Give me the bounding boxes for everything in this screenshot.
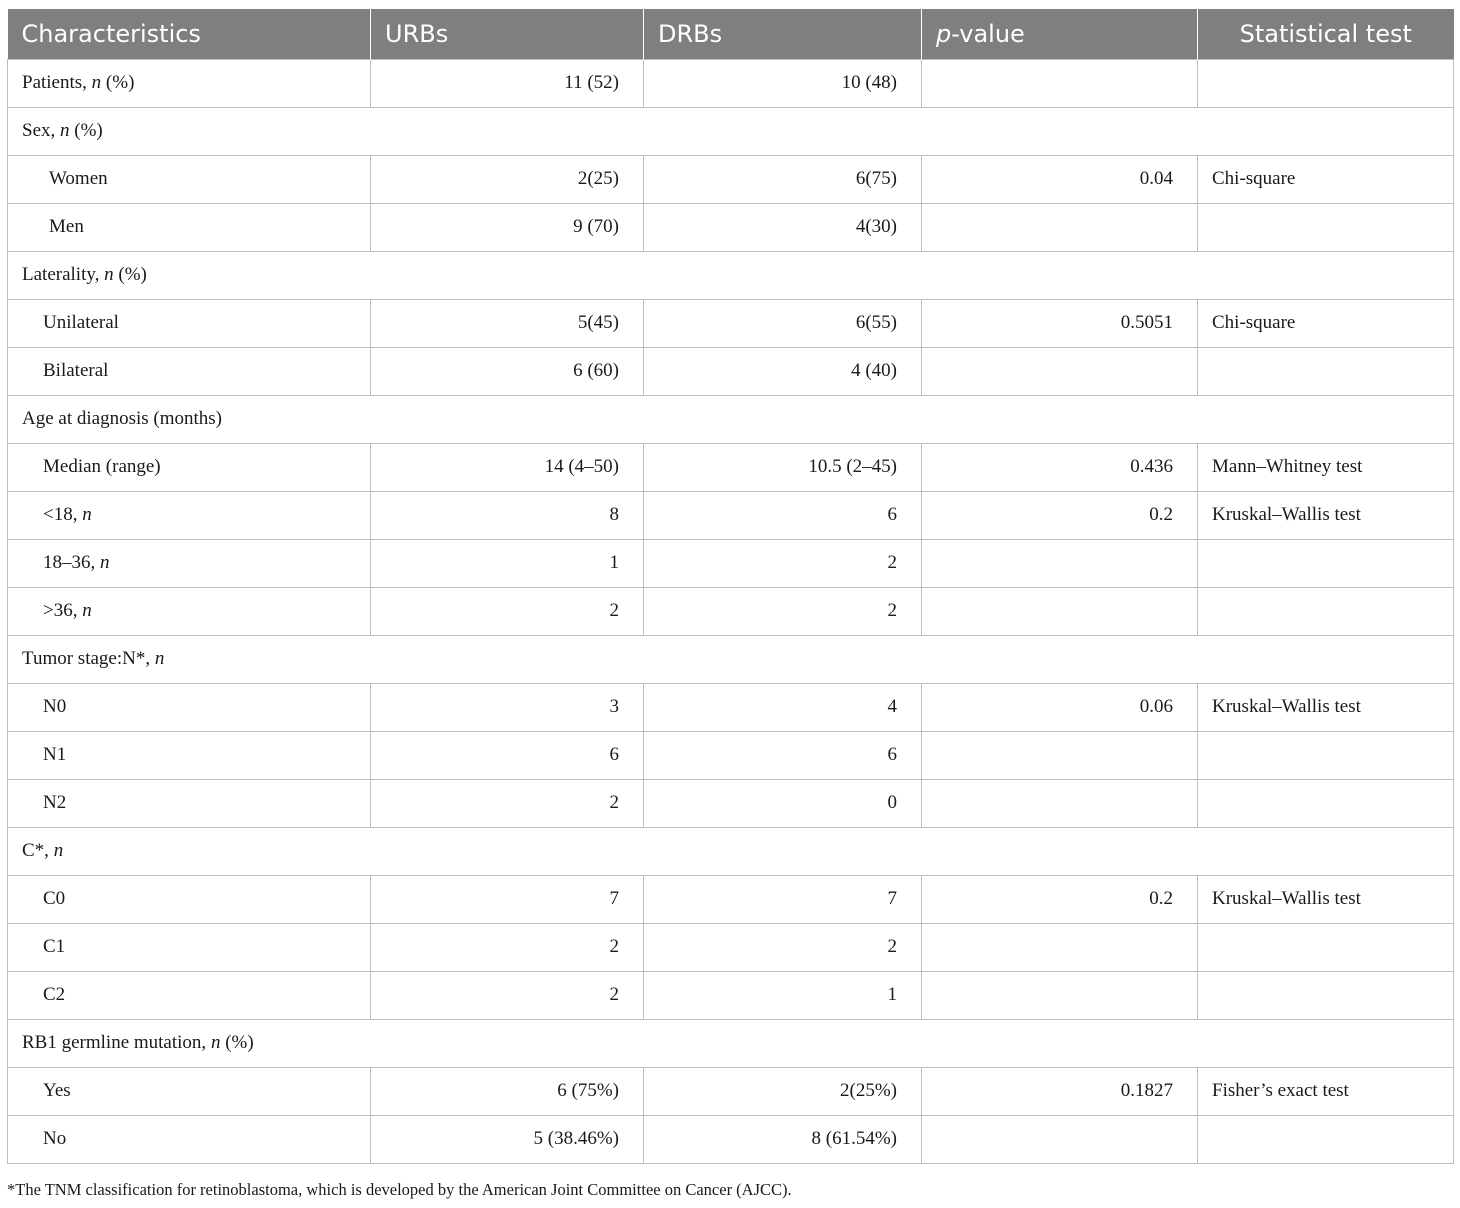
row-label: Median (range)	[8, 443, 371, 491]
table-footnote: *The TNM classification for retinoblastoma, which is developed by the American Joint Committee on Cancer (AJCC).	[7, 1180, 792, 1199]
header-urbs: URBs	[371, 9, 644, 59]
section-row	[8, 395, 1454, 443]
urbs-cell: 8	[371, 491, 644, 539]
row-label: N0	[8, 683, 371, 731]
drbs-cell: 0	[644, 779, 922, 827]
test-cell	[1198, 731, 1454, 779]
urbs-cell: 9 (70)	[371, 203, 644, 251]
drbs-cell: 4	[644, 683, 922, 731]
table-row	[8, 779, 1454, 827]
p-value-cell	[922, 923, 1198, 971]
table-row	[8, 587, 1454, 635]
urbs-cell: 2	[371, 779, 644, 827]
drbs-cell: 2	[644, 587, 922, 635]
p-value-cell: 0.2	[922, 875, 1198, 923]
p-value-cell	[922, 59, 1198, 107]
row-label: Bilateral	[8, 347, 371, 395]
test-cell	[1198, 923, 1454, 971]
row-label: Men	[8, 203, 371, 251]
p-value-cell	[922, 203, 1198, 251]
header-statistical-test: Statistical test	[1198, 9, 1454, 59]
p-value-cell: 0.436	[922, 443, 1198, 491]
row-label: C1	[8, 923, 371, 971]
table-row	[8, 347, 1454, 395]
p-value-cell: 0.06	[922, 683, 1198, 731]
test-cell	[1198, 1115, 1454, 1163]
row-label: C0	[8, 875, 371, 923]
drbs-cell: 4 (40)	[644, 347, 922, 395]
row-label: <18, n	[8, 491, 371, 539]
header-drbs: DRBs	[644, 9, 922, 59]
drbs-cell: 6(75)	[644, 155, 922, 203]
test-cell	[1198, 59, 1454, 107]
row-label: No	[8, 1115, 371, 1163]
p-value-cell	[922, 539, 1198, 587]
urbs-cell: 6 (60)	[371, 347, 644, 395]
urbs-cell: 3	[371, 683, 644, 731]
section-row	[8, 251, 1454, 299]
section-row	[8, 1019, 1454, 1067]
section-label: RB1 germline mutation, n (%)	[8, 1019, 1454, 1067]
drbs-cell: 2	[644, 539, 922, 587]
section-row	[8, 107, 1454, 155]
test-cell: Chi-square	[1198, 299, 1454, 347]
drbs-cell: 4(30)	[644, 203, 922, 251]
p-value-cell	[922, 347, 1198, 395]
row-label: Unilateral	[8, 299, 371, 347]
section-row	[8, 635, 1454, 683]
drbs-cell: 6	[644, 491, 922, 539]
p-value-cell: 0.1827	[922, 1067, 1198, 1115]
urbs-cell: 2	[371, 587, 644, 635]
p-value-cell: 0.5051	[922, 299, 1198, 347]
test-cell	[1198, 203, 1454, 251]
urbs-cell: 6	[371, 731, 644, 779]
table-row	[8, 155, 1454, 203]
drbs-cell: 10.5 (2–45)	[644, 443, 922, 491]
section-label: Sex, n (%)	[8, 107, 1454, 155]
urbs-cell: 11 (52)	[371, 59, 644, 107]
drbs-cell: 1	[644, 971, 922, 1019]
test-cell	[1198, 587, 1454, 635]
header-p-rest: -value	[951, 19, 1025, 48]
test-cell: Mann–Whitney test	[1198, 443, 1454, 491]
table-row	[8, 731, 1454, 779]
drbs-cell: 7	[644, 875, 922, 923]
drbs-cell: 8 (61.54%)	[644, 1115, 922, 1163]
section-label: Tumor stage:N*, n	[8, 635, 1454, 683]
drbs-cell: 2(25%)	[644, 1067, 922, 1115]
table-row	[8, 299, 1454, 347]
test-cell	[1198, 539, 1454, 587]
urbs-cell: 6 (75%)	[371, 1067, 644, 1115]
urbs-cell: 5 (38.46%)	[371, 1115, 644, 1163]
table-row	[8, 971, 1454, 1019]
test-cell	[1198, 347, 1454, 395]
p-value-cell	[922, 971, 1198, 1019]
urbs-cell: 2	[371, 923, 644, 971]
table-row	[8, 491, 1454, 539]
test-cell: Kruskal–Wallis test	[1198, 683, 1454, 731]
row-label: N1	[8, 731, 371, 779]
characteristics-table	[7, 9, 1454, 1164]
urbs-cell: 2	[371, 971, 644, 1019]
urbs-cell: 5(45)	[371, 299, 644, 347]
drbs-cell: 10 (48)	[644, 59, 922, 107]
header-p-italic: p	[936, 19, 952, 48]
row-label: Women	[8, 155, 371, 203]
row-label: N2	[8, 779, 371, 827]
p-value-cell	[922, 587, 1198, 635]
table-row	[8, 443, 1454, 491]
drbs-cell: 2	[644, 923, 922, 971]
table-row	[8, 539, 1454, 587]
table-row	[8, 1067, 1454, 1115]
p-value-cell: 0.04	[922, 155, 1198, 203]
table-row	[8, 59, 1454, 107]
drbs-cell: 6	[644, 731, 922, 779]
test-cell	[1198, 779, 1454, 827]
table-row	[8, 203, 1454, 251]
test-cell	[1198, 971, 1454, 1019]
table-row	[8, 683, 1454, 731]
urbs-cell: 1	[371, 539, 644, 587]
table-row	[8, 1115, 1454, 1163]
section-label: C*, n	[8, 827, 1454, 875]
urbs-cell: 7	[371, 875, 644, 923]
p-value-cell	[922, 731, 1198, 779]
row-label: Yes	[8, 1067, 371, 1115]
test-cell: Kruskal–Wallis test	[1198, 875, 1454, 923]
header-p-value	[922, 9, 1198, 59]
p-value-cell: 0.2	[922, 491, 1198, 539]
p-value-cell	[922, 1115, 1198, 1163]
urbs-cell: 2(25)	[371, 155, 644, 203]
drbs-cell: 6(55)	[644, 299, 922, 347]
p-value-cell	[922, 779, 1198, 827]
test-cell: Kruskal–Wallis test	[1198, 491, 1454, 539]
table-row	[8, 923, 1454, 971]
row-label: C2	[8, 971, 371, 1019]
section-label: Age at diagnosis (months)	[8, 395, 1454, 443]
row-label: Patients, n (%)	[8, 59, 371, 107]
section-row	[8, 827, 1454, 875]
row-label: 18–36, n	[8, 539, 371, 587]
header-characteristics: Characteristics	[8, 9, 371, 59]
section-label: Laterality, n (%)	[8, 251, 1454, 299]
urbs-cell: 14 (4–50)	[371, 443, 644, 491]
test-cell: Chi-square	[1198, 155, 1454, 203]
table-row	[8, 875, 1454, 923]
row-label: >36, n	[8, 587, 371, 635]
header-row	[8, 9, 1454, 59]
test-cell: Fisher’s exact test	[1198, 1067, 1454, 1115]
